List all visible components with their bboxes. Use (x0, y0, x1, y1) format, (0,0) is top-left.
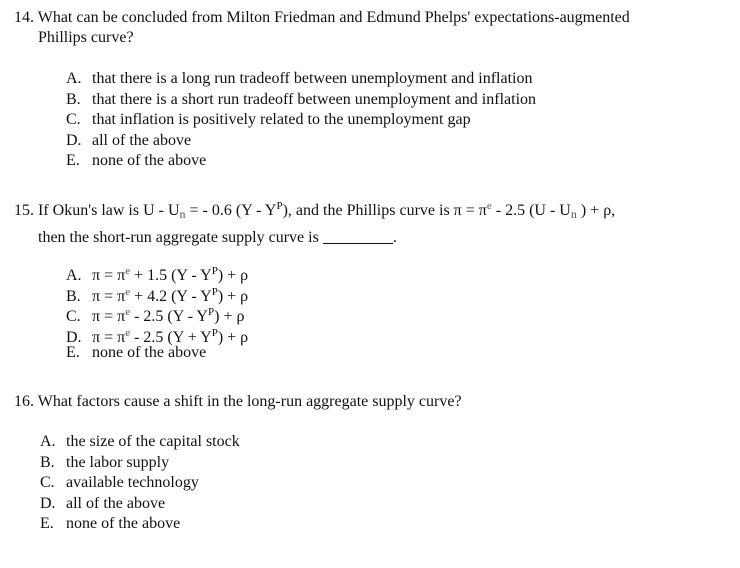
question-15-line2: then the short-run aggregate supply curve is . (38, 229, 397, 246)
question-number: 16. (14, 393, 34, 410)
question-14-options (66, 69, 536, 172)
question-16-line1 (14, 392, 726, 412)
option-a: A. the size of the capital stock (40, 433, 240, 450)
option-a: A. that there is a long run tradeoff between unemployment and inflation (66, 70, 533, 87)
question-14 (14, 8, 726, 48)
option-d: D. all of the above (40, 494, 166, 512)
question-15 (14, 196, 726, 248)
question-14-line2: Phillips curve? (38, 29, 134, 46)
option-d: D. $\pi = \pi^e - 2.5$ $(Y + Y^P) + \rho$ (66, 326, 249, 346)
question-number: 14. (14, 9, 34, 26)
option-d: D. all of the above (66, 131, 192, 149)
answer-blank (323, 229, 393, 244)
option-e: E. none of the above (66, 344, 207, 361)
option-e: E. none of the above (66, 152, 207, 169)
option-b: B. the labor supply (40, 453, 170, 471)
question-text: What factors cause a shift in the long-run aggregate supply curve? (37, 393, 462, 410)
option-c: C. that inflation is positively related to the unemployment gap (66, 111, 471, 128)
question-14-line1 (14, 8, 726, 28)
option-b: B. $\pi = \pi^e + 4.2$ $(Y - Y^P) + \rho$ (66, 285, 249, 305)
question-15-options (66, 261, 248, 364)
question-text: What can be concluded from Milton Friedman and Edmund Phelps' expectations-augmented (37, 9, 630, 26)
option-a: A. $\pi = \pi^e + 1.5$ $(Y - Y^P) + \rho$ (66, 265, 249, 284)
question-number: 15. (14, 202, 34, 219)
question-16 (14, 392, 726, 412)
option-b: B. that there is a short run tradeoff between unemployment and inflation (66, 90, 537, 108)
option-c: C. available technology (40, 474, 199, 491)
question-16-options (40, 432, 240, 535)
question-15-line1: 15. If Okun's law is U - $U_n$ = - 0.6 $(Y - Y^P)$, and the Phillips curve is $\pi = \pi^e - 2.5$ ($U - U_n$ ) + ρ, (14, 200, 616, 221)
option-c: C. $\pi = \pi^e - 2.5$ $(Y - Y^P) + \rho$ (66, 306, 245, 325)
option-e: E. none of the above (40, 515, 181, 532)
